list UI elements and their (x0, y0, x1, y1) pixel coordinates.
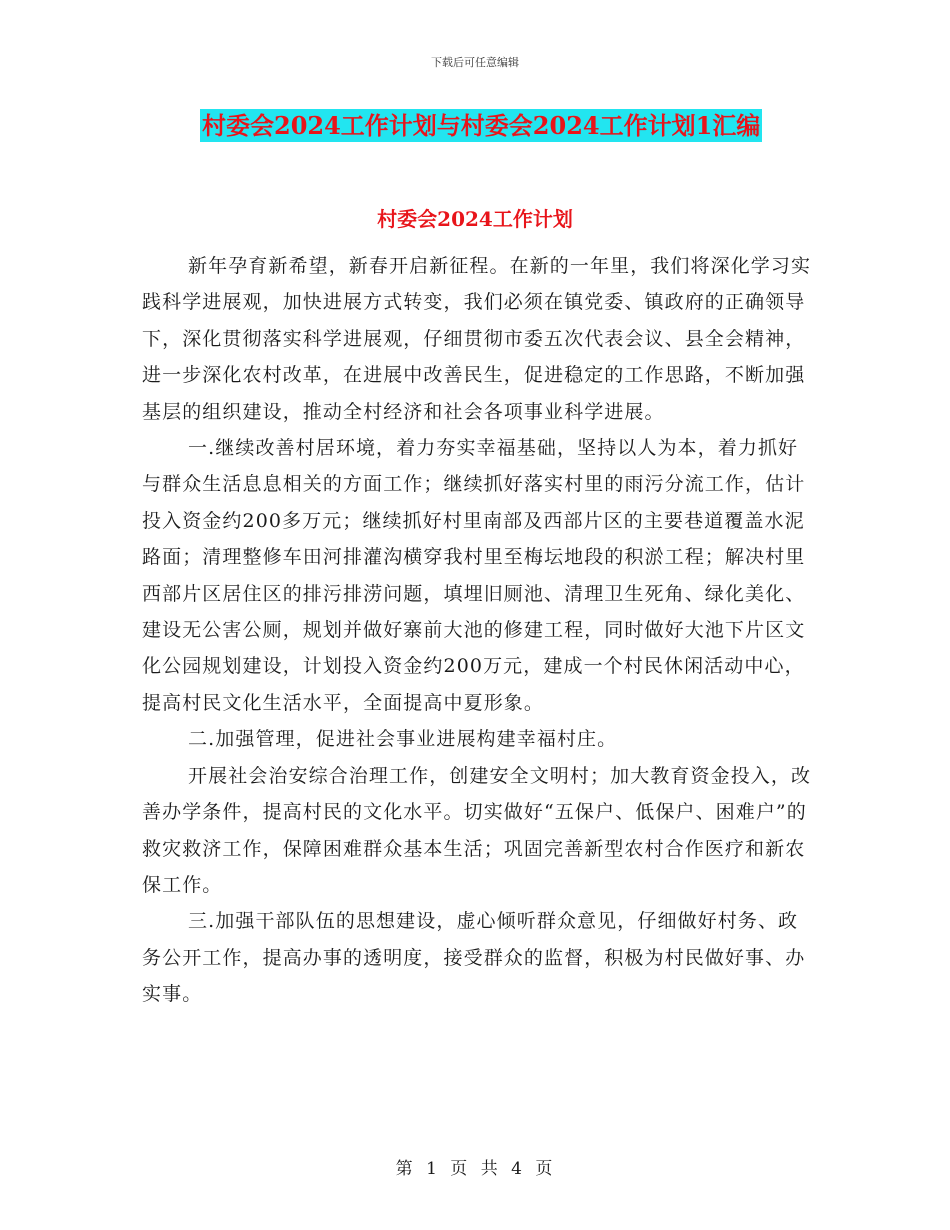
footer-prefix: 第 (395, 1159, 415, 1179)
current-page-number: 1 (426, 1159, 439, 1179)
paragraph-item-2-heading: 二.加强管理，促进社会事业进展构建幸福村庄。 (188, 728, 618, 751)
paragraph-intro: 新年孕育新希望，新春开启新征程。在新的一年里，我们将深化学习实践科学进展观，加快进展方式转变，我们必须在镇党委、镇政府的正确领导下，深化贯彻落实科学进展观，仔细贯彻市委五次代表会议、县全会精神，进一步深化农村改革，在进展中改善民生，促进稳定的工作思路，不断加强基层的组织建设，推动全村经济和社会各项事业科学进展。 (142, 255, 812, 423)
paragraph-item-3: 三.加强干部队伍的思想建设，虚心倾听群众意见，仔细做好村务、政务公开工作，提高办事的透明度，接受群众的监督，积极为村民做好事、办实事。 (142, 910, 806, 1006)
paragraph-item-1: 一.继续改善村居环境，着力夯实幸福基础，坚持以人为本，着力抓好与群众生活息息相关的方面工作；继续抓好落实村里的雨污分流工作，估计投入资金约200多万元；继续抓好村里南部及西部片区的主要巷道覆盖水泥路面；清理整修车田河排灌沟横穿我村里至梅坛地段的积淤工程；解决村里西部片区居住区的排污排涝问题，填埋旧厕池、清理卫生死角、绿化美化、建设无公害公厕，规划并做好寨前大池的修建工程，同时做好大池下片区文化公园规划建设，计划投入资金约200万元，建成一个村民休闲活动中心，提高村民文化生活水平，全面提高中夏形象。 (142, 437, 806, 714)
header-note: 下载后可任意编辑 (431, 56, 519, 69)
total-page-count: 4 (511, 1159, 524, 1179)
footer-total-unit: 页 (535, 1159, 555, 1179)
document-body (142, 248, 812, 1013)
footer-total-prefix: 共 (480, 1159, 500, 1179)
document-title (200, 108, 766, 144)
page-footer (0, 1154, 950, 1179)
paragraph-item-2-body: 开展社会治安综合治理工作，创建安全文明村；加大教育资金投入，改善办学条件，提高村民的文化水平。切实做好“五保户、低保户、困难户”的救灾救济工作，保障困难群众基本生活；巩固完善新型农村合作医疗和新农保工作。 (142, 764, 812, 896)
footer-page-unit: 页 (450, 1159, 470, 1179)
section-title: 村委会2024工作计划 (377, 207, 573, 231)
document-title-text: 村委会2024工作计划与村委会2024工作计划1汇编 (202, 111, 761, 140)
